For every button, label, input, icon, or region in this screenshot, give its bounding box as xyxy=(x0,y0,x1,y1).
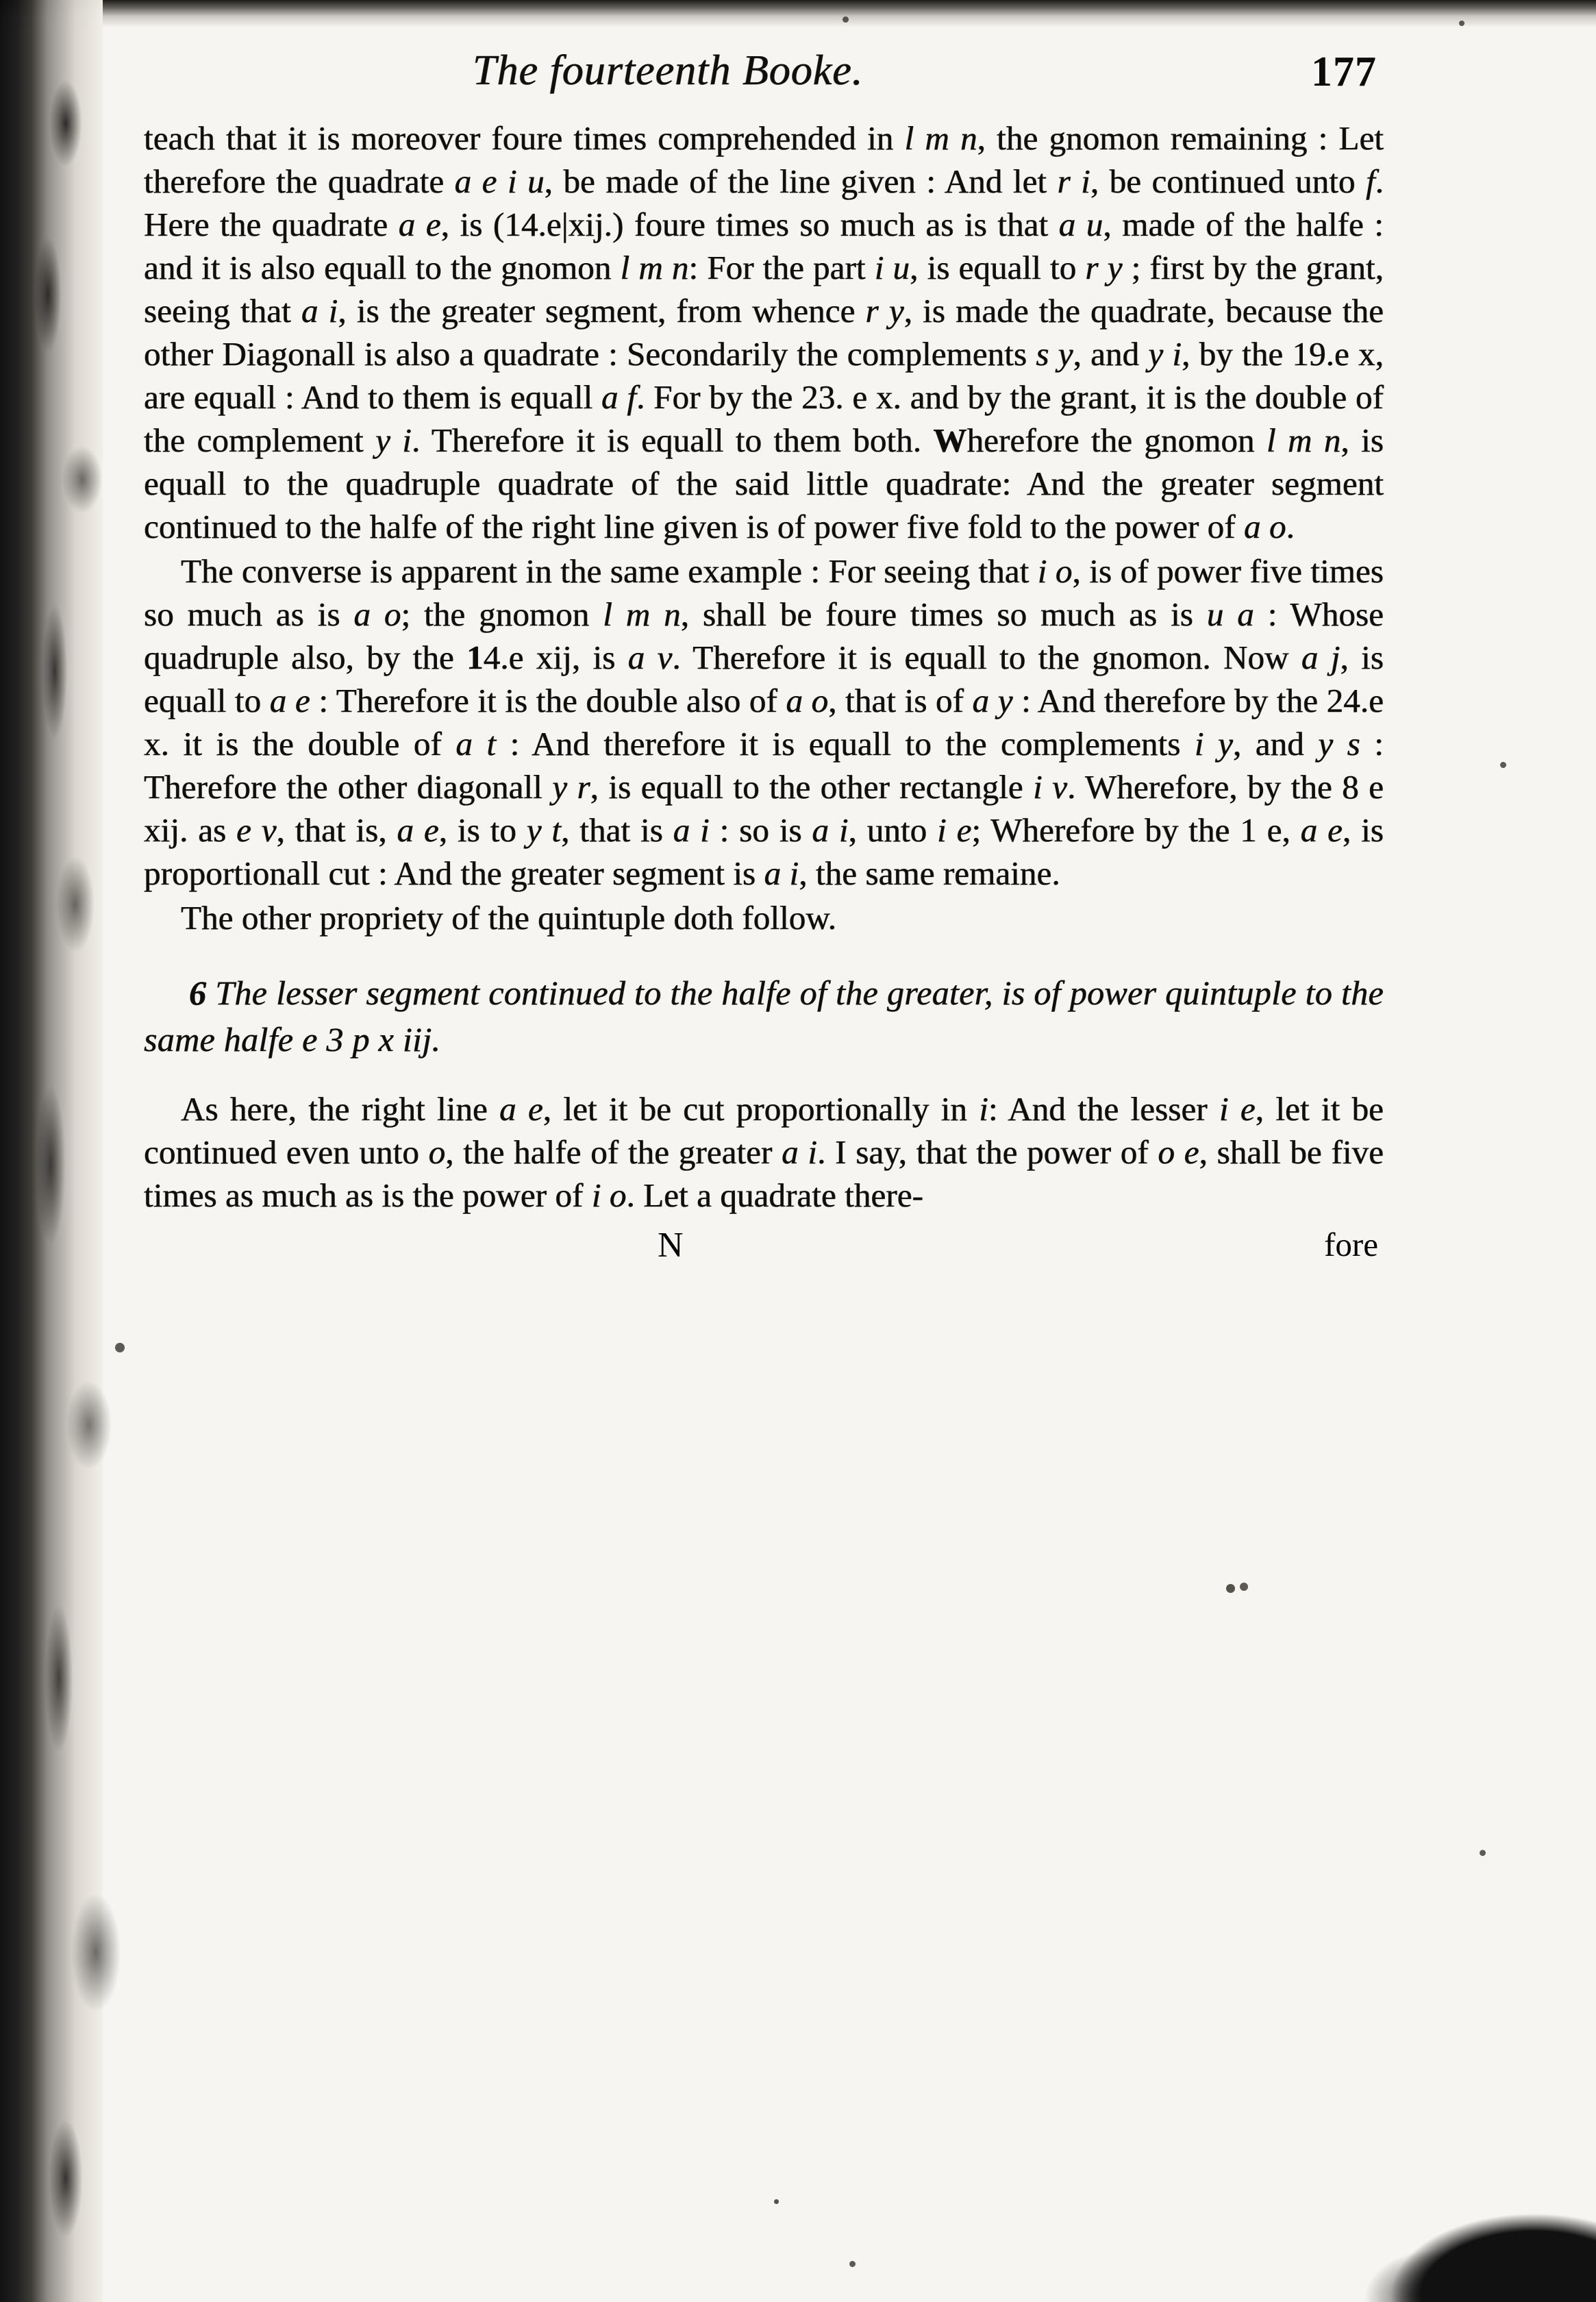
page-number: 177 xyxy=(1311,49,1377,95)
text-block xyxy=(144,37,1384,1280)
page-top-edge-artifact xyxy=(0,0,1596,27)
proposition-text: The lesser segment continued to the halfe of the greater, is of power quintuple to the same halfe e 3 p x iij. xyxy=(144,974,1384,1059)
paragraph-4: As here, the right line a e, let it be cut proportionally in i: And the lesser i e, let it be continued even unto o, the halfe of the greater a i. I say, that the power of o e, shall be five times as much as is the power of i o. Let a quadrate there- xyxy=(144,1090,1384,1214)
page-speck xyxy=(115,1343,125,1352)
paragraph-1: teach that it is moreover foure times comprehended in l m n, the gnomon remaining : Let therefore the quadrate a e i u, be made of the line given : And let r i, be continued unto f. Here the quadrate a e, is (14.e|xij.) foure times so much as is that a u, made of the halfe : and it is also equall to the gnomon l m n: For the part i u, is equall to r y ; first by the grant, seeing that a i, is the greater segment, from whence r y, is made the quadrate, because the other Diagonall is also a quadrate : Secondarily the complements s y, and y i, by the 19.e x, are equall : And to them is equall a f. For by the 23. e x. and by the grant, it is the double of the complement y i. Therefore it is equall to them both. Wherefore the gnomon l m n, is equall to the quadruple quadrate of the said little quadrate: And the greater segment continued to the halfe of the right line given is of power five fold to the power of a o. xyxy=(144,119,1384,545)
body-text xyxy=(144,116,1384,1217)
paragraph-3: The other propriety of the quintuple doth follow. xyxy=(181,899,837,937)
page-footer xyxy=(144,1221,1384,1280)
page-speck xyxy=(849,2261,856,2267)
margin-speck xyxy=(1226,1584,1235,1593)
running-head-title: The fourteenth Booke. xyxy=(473,47,864,94)
running-header xyxy=(144,37,1384,116)
page-speck xyxy=(1480,1850,1486,1856)
proposition-6 xyxy=(144,969,1384,1063)
signature-mark: N xyxy=(658,1226,684,1265)
page-left-mottle-artifact xyxy=(0,0,123,2302)
catchword: fore xyxy=(1324,1226,1378,1263)
page-speck xyxy=(1459,21,1464,26)
margin-speck xyxy=(774,2199,779,2204)
paragraph-2: The converse is apparent in the same example : For seeing that i o, is of power five times so much as is a o; the gnomon l m n, shall be foure times so much as is u a : Whose quadruple also, by the 14.e xij, is a v. Therefore it is equall to the gnomon. Now a j, is equall to a e : Therefore it is the double also of a o, that is of a y : And therefore by the 24.e x. it is the double of a t : And therefore it is equall to the complements i y, and y s : Therefore the other diagonall y r, is equall to the other rectangle i v. Wherefore, by the 8 e xij. as e v, that is, a e, is to y t, that is a i : so is a i, unto i e; Wherefore by the 1 e, a e, is proportionall cut : And the greater segment is a i, the same remaine. xyxy=(144,552,1384,892)
page-corner-blot-artifact xyxy=(1308,2124,1596,2302)
page-speck xyxy=(1500,762,1506,768)
page-speck xyxy=(1240,1583,1248,1591)
page-speck xyxy=(843,16,849,23)
proposition-number: 6 xyxy=(189,974,207,1012)
